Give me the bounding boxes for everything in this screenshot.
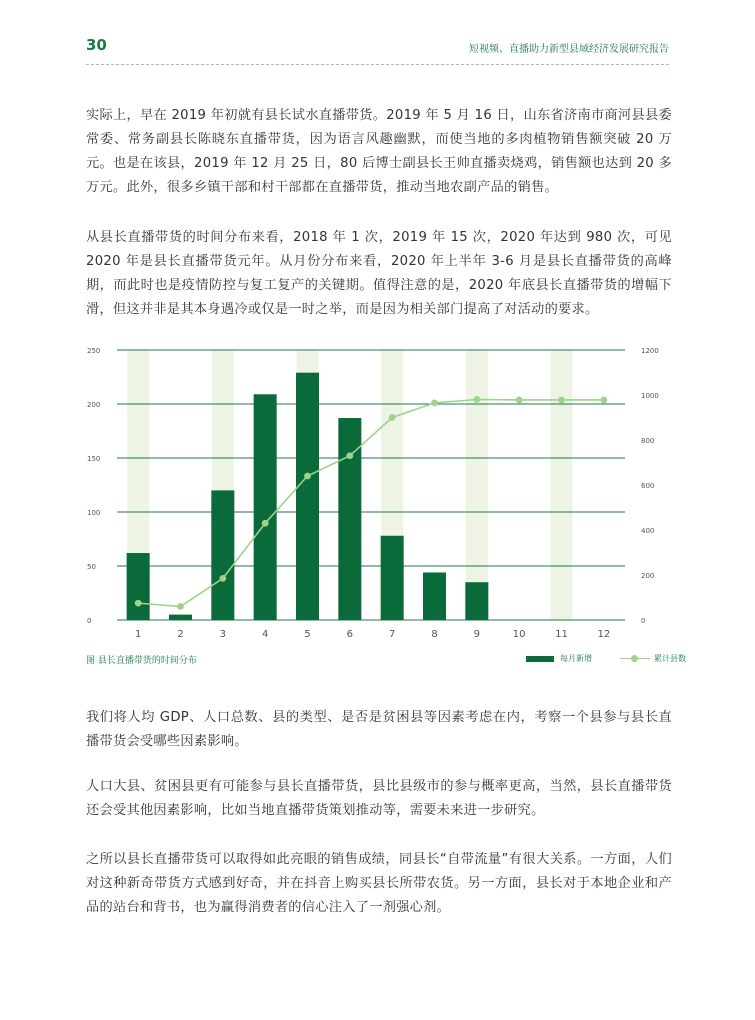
cumulative-point-2 [177, 603, 184, 610]
cumulative-point-4 [262, 520, 269, 527]
header-divider [86, 64, 669, 65]
legend-monthly-label: 每月新增 [560, 654, 592, 663]
x-tick-label: 9 [473, 629, 481, 640]
monthly-new-bars [127, 373, 489, 620]
x-tick-label: 3 [219, 629, 227, 640]
cumulative-point-5 [304, 473, 311, 480]
y-left-tick-label: 250 [87, 347, 101, 355]
bar-month-5 [296, 373, 319, 620]
x-tick-label: 2 [177, 629, 184, 640]
cumulative-point-7 [389, 414, 396, 421]
y-right-tick-label: 0 [641, 617, 646, 625]
x-tick-label: 6 [346, 629, 354, 640]
legend-monthly-new [526, 653, 592, 664]
bar-month-3 [211, 490, 234, 620]
cumulative-point-10 [516, 397, 523, 404]
y-right-tick-label: 400 [641, 527, 655, 535]
body-paragraph-1: 实际上，早在 2019 年初就有县长试水直播带货。2019 年 5 月 16 日，山东省济南市商河县县委常委、常务副县长陈晓东直播带货，因为语言风趣幽默，而使当地的多肉植物销售额突破 20 万元。也是在该县，2019 年 12 月 25 日，80 后博士副县长王帅直播卖烧鸡，销售额也达到 20 多万元。此外，很多乡镇干部和村干部都在直播带货，推动当地农副产品的销售。 [86, 108, 672, 195]
x-tick-label: 7 [388, 629, 396, 640]
legend-cumulative-label: 累计县数 [654, 654, 686, 663]
x-tick-label: 4 [261, 629, 269, 640]
y-left-tick-label: 50 [87, 563, 96, 571]
body-paragraph-2: 从县长直播带货的时间分布来看，2018 年 1 次，2019 年 15 次，2020 年达到 980 次，可见 2020 年是县长直播带货元年。从月份分布来看，2020 年上半年 3-6 月是县长直播带货的高峰期，而此时也是疫情防控与复工复产的关键期。值得注意的是，2020 年底县长直播带货的增幅下滑，但这并非是其本身遇冷或仅是一时之举，而是因为相关部门提高了对活动的要求。 [86, 230, 672, 317]
legend-bar-swatch [526, 656, 554, 662]
x-tick-label: 10 [512, 629, 526, 640]
cumulative-point-12 [600, 397, 607, 404]
bar-month-4 [254, 394, 277, 620]
cumulative-line [135, 396, 607, 610]
y-left-tick-label: 200 [87, 401, 101, 409]
y-right-tick-label: 800 [641, 437, 655, 445]
legend-cumulative [620, 653, 686, 664]
category-band [466, 350, 488, 620]
body-paragraph-5: 之所以县长直播带货可以取得如此亮眼的销售成绩，同县长“自带流量”有很大关系。一方面，人们对这种新奇带货方式感到好奇，并在抖音上购买县长所带农货。另一方面，县长对于本地企业和产品的站台和背书，也为赢得消费者的信心注入了一剂强心剂。 [86, 852, 672, 915]
x-tick-label: 11 [555, 629, 568, 640]
y-left-tick-label: 100 [87, 509, 101, 517]
body-paragraph-3: 我们将人均 GDP、人口总数、县的类型、是否是贫困县等因素考虑在内，考察一个县参与县长直播带货会受哪些因素影响。 [86, 710, 672, 749]
body-paragraph-4: 人口大县、贫困县更有可能参与县长直播带货，县比县级市的参与概率更高，当然，县长直播带货还会受其他因素影响，比如当地直播带货策划推动等，需要未来进一步研究。 [86, 779, 672, 818]
cumulative-point-8 [431, 399, 438, 406]
bar-month-2 [169, 615, 192, 620]
axis-ticks [87, 347, 659, 640]
y-right-tick-label: 1000 [641, 392, 659, 400]
y-left-tick-label: 0 [87, 617, 92, 625]
x-tick-label: 12 [597, 629, 611, 640]
y-right-tick-label: 200 [641, 572, 655, 580]
bar-month-8 [423, 572, 446, 620]
cumulative-point-3 [219, 575, 226, 582]
gridlines [117, 350, 625, 620]
x-tick-label: 1 [134, 629, 142, 640]
bar-month-1 [127, 553, 150, 620]
cumulative-point-1 [135, 600, 142, 607]
cumulative-point-6 [346, 452, 353, 459]
bar-month-9 [465, 582, 488, 620]
legend-line-swatch [620, 654, 650, 664]
cumulative-line-path [138, 400, 604, 607]
page-number: 30 [86, 36, 107, 54]
county-head-livestream-chart [80, 338, 659, 646]
bar-month-7 [381, 536, 404, 620]
x-tick-label: 5 [304, 629, 311, 640]
y-left-tick-label: 150 [87, 455, 101, 463]
y-right-tick-label: 1200 [641, 347, 659, 355]
figure-caption: 图 县长直播带货的时间分布 [86, 656, 197, 666]
cumulative-point-11 [558, 397, 565, 404]
running-title: 短视频、直播助力新型县域经济发展研究报告 [469, 44, 669, 55]
x-tick-label: 8 [431, 629, 438, 640]
cumulative-point-9 [473, 396, 480, 403]
category-band [551, 350, 573, 620]
y-right-tick-label: 600 [641, 482, 655, 490]
